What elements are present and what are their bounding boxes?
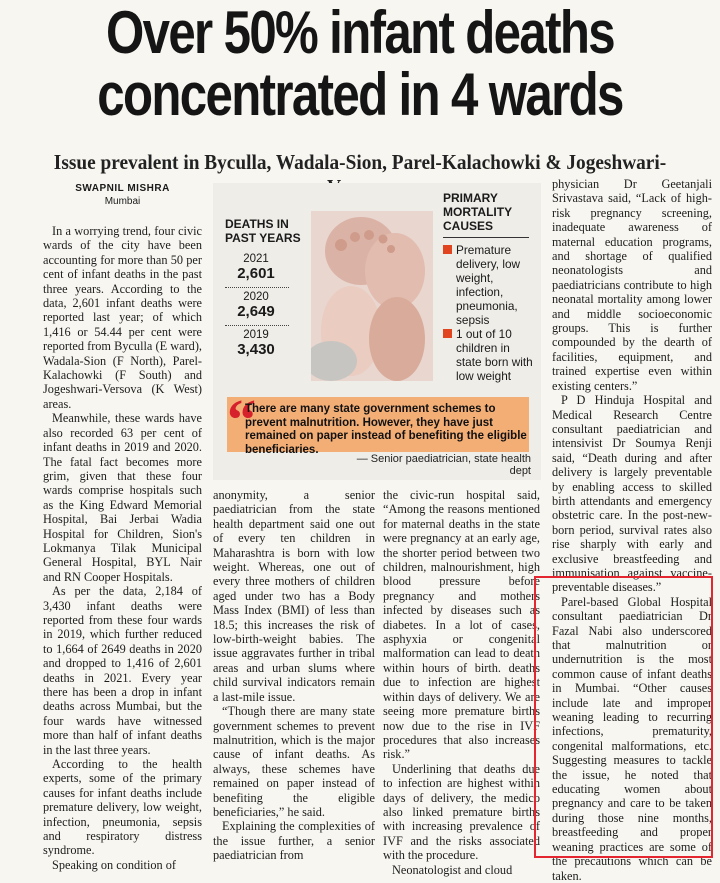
pull-quote-attribution: — Senior paediatrician, state health dept — [356, 453, 531, 477]
year-stat-2021 — [225, 253, 287, 282]
byline — [43, 183, 202, 207]
divider — [443, 237, 529, 238]
year-stat-2020 — [225, 291, 287, 320]
year-label: 2019 — [243, 329, 269, 341]
causes-title: PRIMARY MORTALITY CAUSES — [443, 191, 512, 233]
year-label: 2021 — [243, 253, 269, 265]
paragraph: the civic-run hospital said, “Among the reasons mentioned for maternal deaths in the state were pregnancy at an early age, the shorter period between two children, malnourishment, high blood pressure before pregnancy and mothers infected by diseases such as diabetes. In a lot of cases, asphyxia or congenital malformation can lead to death within hours of birth. deaths due to infection are highest within days of delivery. We are seeing more premature births now due to the rise in IVF procedures that also increases risk.” — [383, 488, 540, 762]
divider — [225, 287, 289, 288]
paragraph: Speaking on condition of — [52, 857, 176, 872]
dateline-location: Mumbai — [104, 196, 141, 207]
paragraph: Explaining the complexities of the issue further, a senior paediatrician from — [213, 819, 375, 863]
cause-item: 1 out of 10 children in state born with low weight — [443, 327, 533, 383]
paragraph: “Though there are many state government schemes to prevent malnutrition, which is the major cause of infant deaths. As always, these schemes have remained on paper instead of benefiting the eligible beneficiaries,” he said. — [213, 704, 375, 819]
paragraph: Neonatologist and cloud — [392, 862, 513, 877]
divider — [225, 325, 289, 326]
paragraph: According to the health experts, some of the primary causes for infant deaths include premature delivery, low weight, infection, pneumonia, sepsis and respiratory distress syndrome. — [43, 757, 202, 858]
year-value: 3,430 — [237, 341, 275, 358]
infographic — [213, 183, 541, 480]
year-stat-2019 — [225, 329, 287, 358]
article-column-3 — [383, 488, 540, 877]
quote-mark-icon: “ — [227, 387, 256, 452]
paragraph: Underlining that deaths due to infection are highest within days of delivery, the medico also linked premature births with increasing prevalence of IVF and the risks associated with the procedure. — [383, 761, 540, 863]
highlight-box — [534, 576, 713, 858]
bullet-square-icon — [443, 329, 452, 338]
pull-quote-text: There are many state government schemes to prevent malnutrition. However, they have just remained on paper instead of benefiting the eligible beneficiaries. — [245, 403, 527, 456]
paragraph: P D Hinduja Hospital and Medical Research Centre consultant paediatrician and intensivist Dr Soumya Renji said, “Death during and after delivery is largely preventable by enabling access to skilled birth attendants and emergency obstetric care. In the post-new-born period, survival rates also rise sharply with early and exclusive breastfeeding and immunisation against vaccine-preventable diseases.” — [552, 393, 712, 595]
bullet-square-icon — [443, 245, 452, 254]
year-label: 2020 — [243, 291, 269, 303]
author-name: SWAPNIL MISHRA — [75, 183, 170, 194]
paragraph: Parel-based Global Hospital consultant paediatrician Dr Fazal Nabi also underscored that malnutrition or undernutrition is the most common cause of infant deaths in Mumbai. “Other causes include late and improper weaning leading to recurring infections, prematurity, congenital malformations, etc. Suggesting measures to tackle the issue, he noted that educating women about pregnancy and care to be taken during those nine months, breastfeeding and proper weaning practices are some of the precautions which can be taken. — [552, 594, 712, 883]
deaths-title: DEATHS IN PAST YEARS — [225, 217, 301, 245]
headline-line-1: Over 50% infant deaths — [105, 0, 615, 66]
paragraph: As per the data, 2,184 of 3,430 infant deaths were reported from these four wards in 2019, which further reduced to 1,664 of 2649 deaths in 2020 and dropped to 1,416 of 2,601 deaths in 2021. Every year there has been a drop in infant deaths across Mumbai, but the four wards have witnessed more than half of infant deaths in the last three years. — [43, 584, 202, 757]
headline-line-2: concentrated in 4 wards — [97, 61, 623, 128]
pull-quote — [227, 387, 529, 456]
year-value: 2,601 — [237, 265, 275, 282]
article-column-2 — [213, 488, 375, 863]
year-value: 2,649 — [237, 303, 275, 320]
cause-item: Premature delivery, low weight, infection, pneumonia, sepsis — [443, 243, 533, 327]
paragraph: In a worrying trend, four civic wards of the city have been accounting for more than 50 per cent of infant deaths in the past three years. According to the data, 2,601 infant deaths were reported last year; of which 1,416 or 54.44 per cent were reported from Byculla (E ward), Wadala-Sion (F North), Parel-Kalachowki (F South) and Jogeshwari-Versova (K West) areas. — [43, 224, 202, 411]
paragraph: anonymity, a senior paediatrician from the state health department said one out of every ten children in Maharashtra is born with low weight. Whereas, one out of every three mothers of children aged under two has a Body Mass Index (BMI) of less than 18.5; this increases the risk of low-birth-weight babies. The issue aggravates further in tribal areas and urban slums where child survival indicators remain a last-mile issue. — [213, 488, 375, 704]
paragraph: physician Dr Geetanjali Srivastava said, “Lack of high-risk pregnancy screening, inadequate awareness of maternal education programs, and shortage of qualified neonatologists and paediatricians contribute to high neonatal mortality among lower and middle socioeconomic groups. This is further compounded by the dearth of facilities, equipment, and trained expertise even within existing centers.” — [552, 177, 712, 393]
paragraph: Meanwhile, these wards have also recorded 63 per cent of infant deaths in 2019 and 2020. The fatal fact becomes more grim, given that these four wards comprise hospitals such as the King Edward Memorial Hospital, Bai Jerbai Wadia Hospital for Children, Sion's Lokmanya Tilak Municipal General Hospital, BYL Nair and RN Cooper Hospitals. — [43, 411, 202, 584]
article-column-1 — [43, 224, 202, 872]
subheadline: Issue prevalent in Byculla, Wadala-Sion, Parel-Kalachowki & Jogeshwari- — [53, 150, 667, 174]
baby-feet-photo — [311, 211, 433, 381]
